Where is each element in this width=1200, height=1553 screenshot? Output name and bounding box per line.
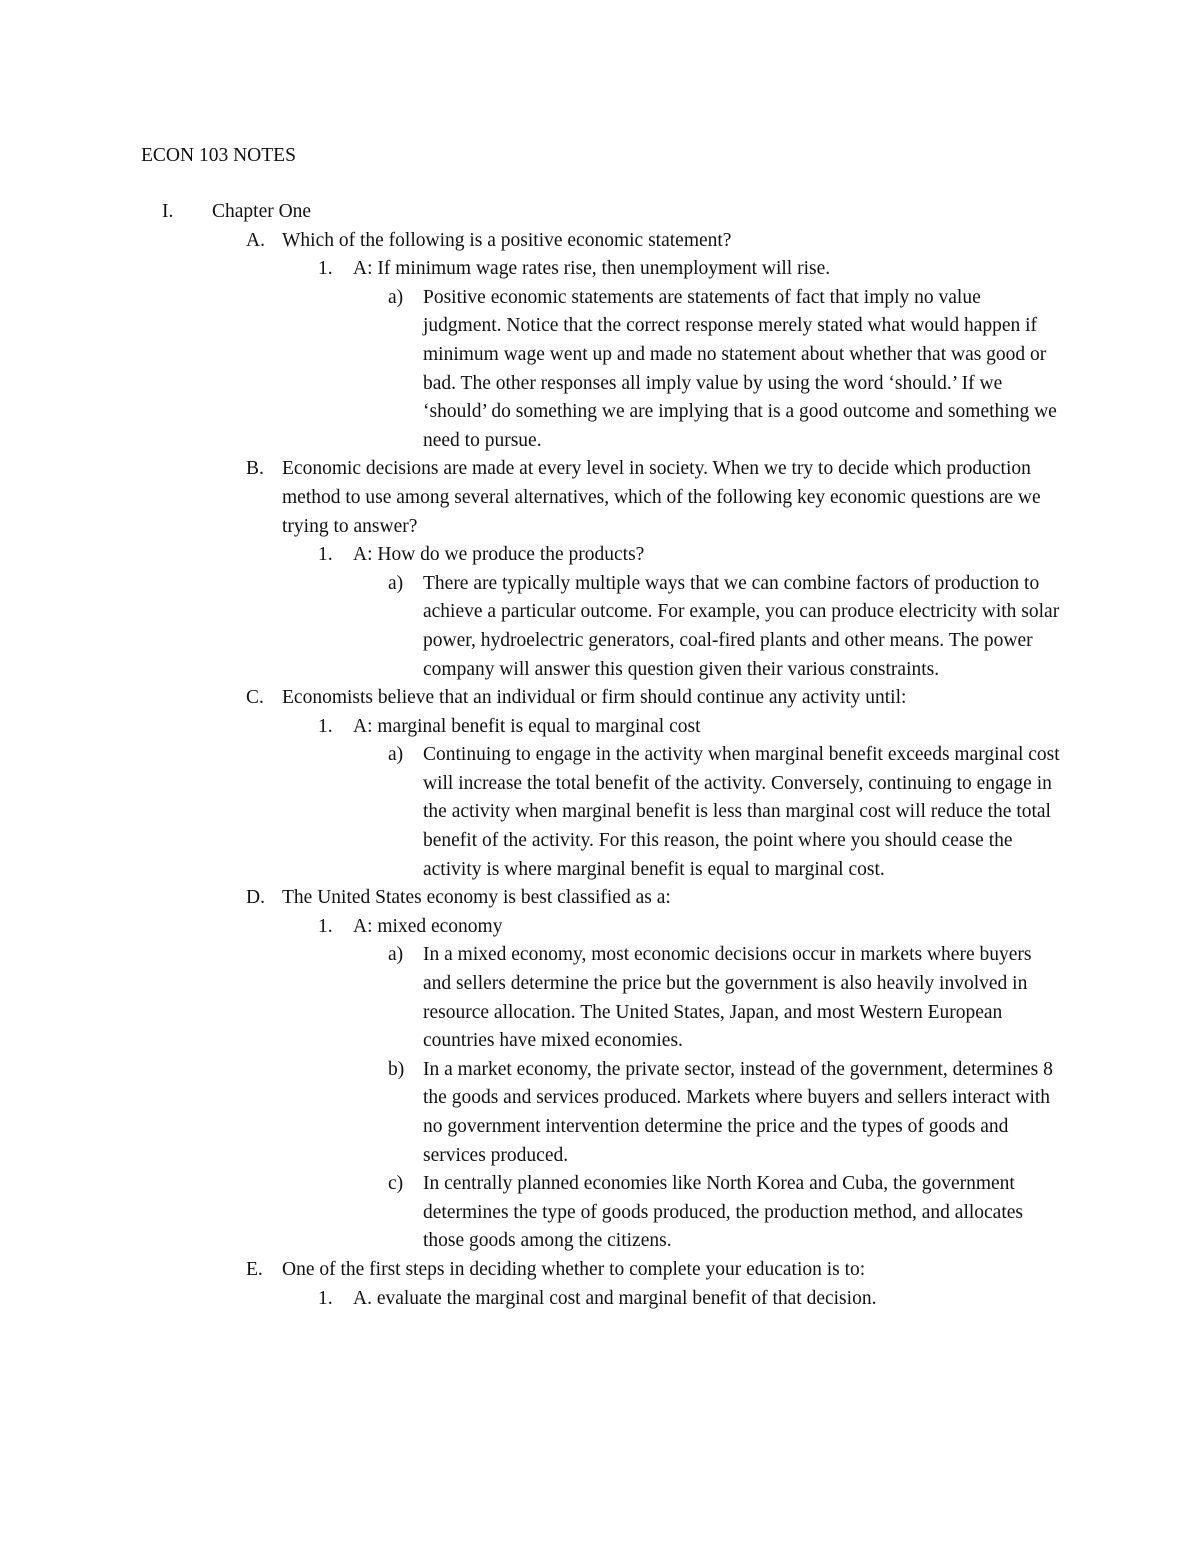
answer-text: A. evaluate the marginal cost and marginal benefit of that decision.	[353, 1287, 877, 1309]
question-text: The United States economy is best classified as a:	[282, 887, 671, 909]
notes-outline	[0, 198, 1200, 1313]
explanation-item	[0, 284, 1200, 456]
answer-item	[0, 713, 1200, 742]
question-item	[0, 684, 1200, 713]
question-text: Economic decisions are made at every level in society. When we try to decide which production method to use among several alternatives, which of the following key economic questions are we trying to answer?	[282, 458, 1041, 537]
explanation-text: Continuing to engage in the activity when marginal benefit exceeds marginal cost will increase the total benefit of the activity. Conversely, continuing to engage in the activity when marginal benefit is less than marginal cost will reduce the total benefit of the activity. For this reason, the point where you should cease the activity is where marginal benefit is equal to marginal cost.	[423, 744, 1060, 880]
explanation-item	[0, 1170, 1200, 1256]
explanation-item	[0, 1056, 1200, 1170]
question-item	[0, 1256, 1200, 1285]
answer-marker: 1.	[318, 715, 333, 737]
answer-text: A: If minimum wage rates rise, then unemployment will rise.	[353, 258, 831, 280]
explanation-text: There are typically multiple ways that we can combine factors of production to achieve a particular outcome. For example, you can produce electricity with solar power, hydroelectric generators, coal-fired plants and other means. The power company will answer this question given their various constraints.	[423, 572, 1060, 680]
document-title: ECON 103 NOTES	[141, 145, 296, 166]
answer-text: A: marginal benefit is equal to marginal cost	[353, 715, 701, 737]
answer-marker: 1.	[318, 258, 333, 280]
explanation-text: Positive economic statements are statements of fact that imply no value judgment. Notice that the correct response merely stated what would happen if minimum wage went up and made no statement about whether that was good or bad. The other responses all imply value by using the word ‘should.’ If we ‘should’ do something we are implying that is a good outcome and something we need to pursue.	[423, 286, 1057, 451]
question-marker: B.	[246, 458, 264, 480]
explanation-text: In a mixed economy, most economic decisions occur in markets where buyers and sellers determine the price but the government is also heavily involved in resource allocation. The United States, Japan, and most Western European countries have mixed economies.	[423, 944, 1032, 1052]
question-item	[0, 227, 1200, 256]
question-item	[0, 884, 1200, 913]
answer-marker: 1.	[318, 915, 333, 937]
explanation-text: In centrally planned economies like North Korea and Cuba, the government determines the type of goods produced, the production method, and allocates those goods among the citizens.	[423, 1173, 1023, 1252]
explanation-text: In a market economy, the private sector, instead of the government, determines 8 the goods and services produced. Markets where buyers and sellers interact with no government intervention determine the price and the types of goods and services produced.	[423, 1058, 1053, 1166]
explanation-item	[0, 741, 1200, 884]
question-marker: C.	[246, 687, 264, 709]
explanation-marker: c)	[388, 1173, 404, 1195]
explanation-marker: a)	[388, 286, 404, 308]
question-item	[0, 455, 1200, 541]
explanation-marker: b)	[388, 1058, 405, 1080]
answer-item	[0, 1285, 1200, 1314]
explanation-item	[0, 941, 1200, 1055]
explanation-marker: a)	[388, 572, 404, 594]
explanation-item	[0, 570, 1200, 684]
section-heading	[0, 198, 1200, 227]
question-marker: E.	[246, 1258, 263, 1280]
explanation-marker: a)	[388, 944, 404, 966]
section-marker: I.	[162, 201, 174, 222]
question-marker: D.	[246, 887, 265, 909]
answer-text: A: mixed economy	[353, 915, 503, 937]
question-text: Which of the following is a positive economic statement?	[282, 229, 732, 251]
answer-item	[0, 541, 1200, 570]
answer-item	[0, 913, 1200, 942]
answer-marker: 1.	[318, 544, 333, 566]
question-text: One of the first steps in deciding whether to complete your education is to:	[282, 1258, 866, 1280]
answer-text: A: How do we produce the products?	[353, 544, 645, 566]
question-text: Economists believe that an individual or firm should continue any activity until:	[282, 687, 907, 709]
question-marker: A.	[246, 229, 265, 251]
answer-item	[0, 255, 1200, 284]
explanation-marker: a)	[388, 744, 404, 766]
answer-marker: 1.	[318, 1287, 333, 1309]
section-title: Chapter One	[212, 201, 312, 222]
